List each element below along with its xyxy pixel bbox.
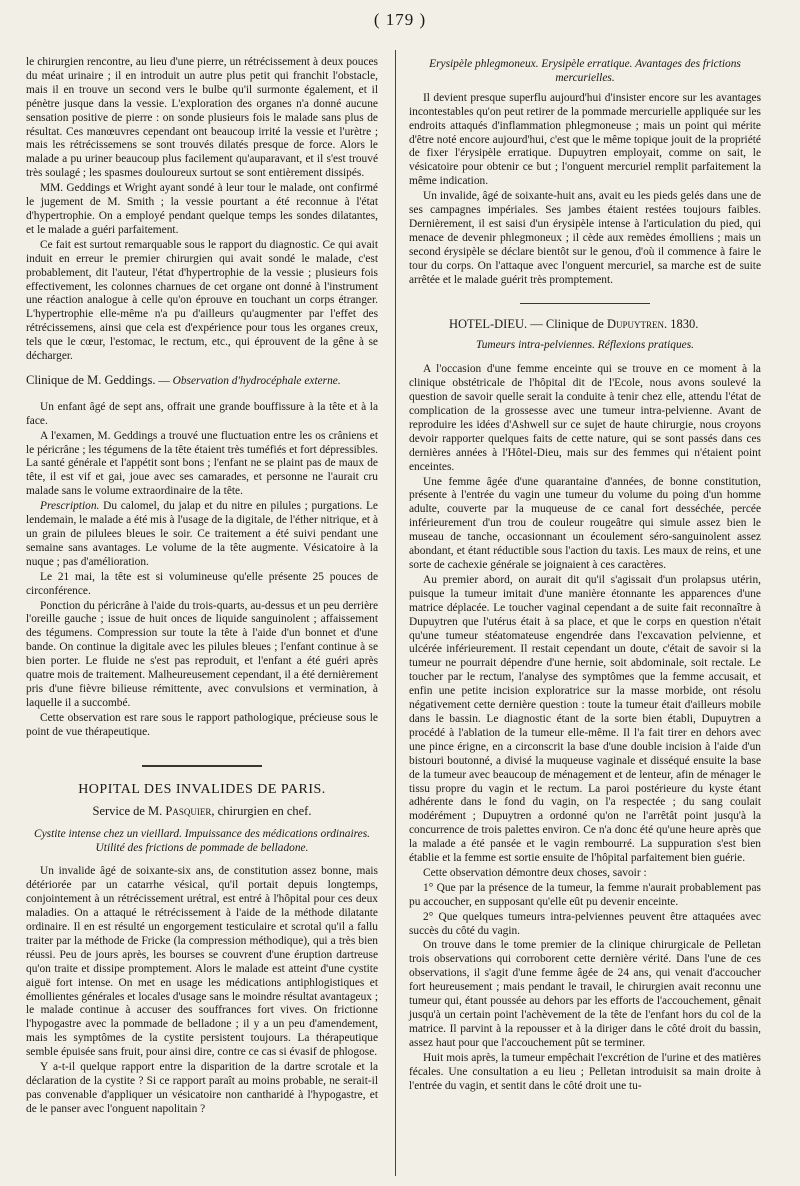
case-subheading: Tumeurs intra-pelviennes. Réflexions pratiques.: [476, 339, 694, 352]
hospital-title: HOPITAL DES INVALIDES DE PARIS.: [78, 781, 326, 797]
paragraph: Au premier abord, on aurait dit qu'il s'agissait d'un prolapsus utérin, puisque la tumeur imitait d'une manière étonnante les apparences d'une matrice déplacée. Le toucher vaginal cependant a de suite fait reconnaître à Dupuytren que l'utérus était à sa place, et que le corps en question n'était qu'une tumeur stéatomateuse engendrée dans l'excavation pelvienne, et ulcérée inférieurement. Il restait cependant un doute, c'était de savoir si la tumeur ne pourrait dépendre d'une hernie, soit abdominale, soit rectale. Le toucher par le rectum, l'analyse des symptômes que la femme accusait, et enfin une petite incision exploratrice sur la masse morbide, ont résolu négativement cette dernière question : toute la tumeur était d'ailleurs mobile dans le bassin. Le diagnostic étant de la sorte bien établi, Dupuytren a procédé à l'ablation de la tumeur elle-même. Il l'a fait tirer en dehors avec une pince érigne, en a circonscrit la base d'une double incision à l'aide d'un bistouri boutonné, a divisé la muqueuse vaginale et disséqué ensuite la base de la tumeur avec beaucoup de ménagement et de lenteur, afin de ménager le tissu propre du vagin et le rectum. La paroi postérieure du kyste étant adhérente dans le fond du vagin, on l'a respectée ; du sang coulait modérément ; Dupuytren a ordonné qu'on ne l'arrêtât point jusqu'à la concurrence de trois palettes environ. Ce n'a donc été qu'une heure après que la malade a été pansée et le vagin rembourré. La suppuration s'est bien établie et la femme est sortie ensuite de l'hôpital parfaitement bien guérie.: [409, 573, 761, 865]
page-number: ( 179 ): [373, 10, 427, 29]
section-title: Clinique de M. Geddings.: [26, 372, 156, 387]
section-dash: —: [158, 374, 170, 387]
case-subheading: Erysipèle phlegmoneux. Erysipèle erratique. Avantages des frictions mercurielles.: [429, 58, 741, 84]
prescription-label: Prescription.: [40, 500, 100, 513]
paragraph: Cette observation est rare sous le rapport pathologique, précieuse sous le point de vue thérapeutique.: [26, 711, 378, 738]
paragraph: Huit mois après, la tumeur empêchait l'excrétion de l'urine et des matières fécales. Une consultation a eu lieu ; Pelletan introduisit sa main droite à l'entrée du vagin, et sentit dans le côté droit une tu-: [409, 1051, 761, 1092]
paragraph: Il devient presque superflu aujourd'hui d'insister encore sur les avantages incontestables qu'on peut retirer de la pommade mercurielle appliquée sur les endroits attaqués d'inflammation phlegmoneuse ; mais un point qui mérite d'être noté encore aujourd'hui, c'est que le même topique jouit de la propriété de fixer l'érysipèle erratique. Dupuytren employait, comme on sait, le vésicatoire pour obtenir ce but ; l'onguent mercuriel remplit parfaitement la même indication.: [409, 91, 761, 188]
service-suffix: , chirurgien en chef.: [211, 803, 312, 818]
case-subheading: Cystite intense chez un vieillard. Impuissance des médications ordinaires. Utilité des frictions de pommade de belladone.: [34, 828, 370, 854]
section-heading: [26, 374, 378, 389]
paragraph: Un invalide âgé de soixante-six ans, de constitution assez bonne, mais détériorée par un catarrhe vésical, qu'il portait depuis longtemps, conjointement à un rétrécissement urétral, est entré à l'hôpital pour ces deux maladies. On a attaqué le rétrécissement à l'aide de la méthode dilatante ordinaire. Il en est résulté un engorgement testiculaire et scrotal qu'il a fallu traiter par la méthode de Fricke (la compression méthodique), qui a très bien réussi. Peu de jours après, les bourses se couvrent d'une éruption dartreuse qu'on traite et dissipe promptement. Alors le malade est atteint d'une cystite aiguë fort intense. On met en usage les médications antiphlogistiques et émollientes générales et locales d'usage sans le moindre résultat avantageux ; le malade continue à accuser des souffrances fort vives. On frictionne l'hypogastre avec la pommade de belladone ; il y a un peu d'amendement, mais les symptômes de la cystite persistent toujours. La thérapeutique semble épuisée sans fruit, pour ainsi dire, contre ce cas si évasif de phlogose.: [26, 865, 378, 1059]
paragraph: 2° Que quelques tumeurs intra-pelviennes peuvent être attaquées avec succès du côté du vagin.: [409, 910, 761, 937]
hotel-dieu-title: [409, 318, 761, 332]
service-line: [26, 805, 378, 819]
prescription-text: Du calomel, du jalap et du nitre en pilules ; purgations. Le lendemain, le malade a été mis à l'usage de la digitale, de l'éther nitrique, et à un grain de pilulees bleues le soir. Ce traitement a été suivi pendant une semaine sans avantages. Le volume de la tête augmente. Vésicatoire à la nuque ; pas d'amélioration.: [26, 500, 378, 568]
paragraph: Un enfant âgé de sept ans, offrait une grande bouffissure à la tête et à la face.: [26, 400, 378, 427]
clinique-label: — Clinique de: [527, 316, 607, 331]
paragraph: le chirurgien rencontre, au lieu d'une pierre, un rétrécissement à deux pouces du méat urinaire ; il en introduit un autre plus petit qui franchit l'obstacle, mais il en trouve un second vers le bulbe qu'il surmonte également, et il pénètre jusque dans la vessie. L'exploration des organes n'a donné aucune sensation positive de pierre : on sonde plusieurs fois le malade sans plus de résultat. Ces manœuvres cependant ont beaucoup irrité la vessie et l'urètre ; mais les rétrécissemens se sont trouvés dilatés presque de force. Alors le malade a pu uriner beaucoup plus facilement qu'auparavant, et il s'est trouvé très soulagé ; les spasmes douloureux surtout se sont entièrement dissipés.: [26, 56, 378, 180]
column-divider: [395, 50, 396, 1176]
paragraph: Cette observation démontre deux choses, savoir :: [423, 866, 647, 879]
hotel-dieu-name: HOTEL-DIEU.: [449, 316, 528, 331]
surgeon-name: Dupuytren: [606, 316, 664, 331]
paragraph: Ce fait est surtout remarquable sous le rapport du diagnostic. Ce qui avait induit en erreur le premier chirurgien qui avait sondé le malade, c'est probablement, dit l'auteur, l'état d'hypertrophie de la vessie ; plusieurs fois effectivement, les colonnes charnues de cet organe ont donné à l'instrument une réaction analogue à celle qu'on éprouve en touchant un corps étranger. L'hypertrophie elle-même n'a pu d'ailleurs qu'augmenter par l'effet des rétrécissemens, ainsi que cela est d'expérience pour tous les organes creux, tels que le cœur, l'estomac, le rectum, etc., qui éprouvent de la gêne à se décharger.: [26, 238, 378, 363]
paragraph: A l'examen, M. Geddings a trouvé une fluctuation entre les os crâniens et le péricrâne ; les tégumens de la tête étaient très tuméfiés et fort dépressibles. La santé générale et l'appétit sont bons ; l'enfant ne se plaint pas de maux de tête, il est vif et gai, joue avec ses camarades, et personne ne l'aurait cru malade sans le volume extraordinaire de la tête.: [26, 429, 378, 498]
paragraph: Une femme âgée d'une quarantaine d'années, de bonne constitution, présente à l'entrée du vagin une tumeur du volume du poing d'un homme adulte, couverte par la muqueuse de ce canal fort desséchée, percée inférieurement d'un trou de couleur rougeâtre qui simule assez bien le museau de tanche, occasionnant un écoulement séro-sanguinolent assez abondant, et étant réductible sous l'action du taxis. Les maux de reins, et une sorte de cachexie générale se joignaient à ces caractères.: [409, 475, 761, 571]
paragraph: Ponction du péricrâne à l'aide du trois-quarts, au-dessus et un peu derrière l'oreille gauche ; issue de huit onces de liquide sanguinolent ; affaissement des tégumens. Compression sur toute la tête à l'aide d'un bonnet et d'une bande. On continue la digitale avec les pilules bleues ; l'enfant continue à se bien porter. Le fluide ne s'est pas reproduit, et l'enfant a été guéri après quatre mois de traitement. Malheureusement cependant, il a été dernièrement pris d'une fièvre bilieuse rémittente, avec convulsions et vermination, à laquelle il a succombé.: [26, 599, 378, 709]
paragraph: Un invalide, âgé de soixante-huit ans, avait eu les pieds gelés dans une de ses campagnes impériales. Ses jambes étaient restées toujours faibles. Dernièrement, il est saisi d'un érysipèle intense à l'articulation du pied, qui menace de devenir phlegmoneux ; il cède aux remèdes émolliens ; mais un second érysipèle se déclare bientôt sur le genou, d'où il commence à faire le tour du corps. On l'attaque avec l'onguent mercuriel, sa marche est de suite arrêtée et le malade guérit très promptement.: [409, 190, 761, 286]
paragraph: On trouve dans le tome premier de la clinique chirurgicale de Pelletan trois observations qui corroborent cette dernière vérité. Dans l'une de ces observations, il s'agit d'une femme âgée de 24 ans, qui venait d'accoucher fort heureusement ; mais pendant le travail, le chirurgien avait reconnu une tumeur qui, étant poussée au dehors par les efforts de l'accouchement, gênait jusqu'à un certain point l'achèvement de la tête de l'enfant hors du col de la matrice. Il parvint à la repousser et à la diriger dans le côté droit du bassin, assez haut pour que l'accouchement pût se terminer.: [409, 939, 761, 1049]
year-label: . 1830.: [664, 316, 699, 331]
left-column: [26, 56, 378, 1118]
paragraph: 1° Que par la présence de la tumeur, la femme n'aurait probablement pas pu accoucher, en supposant qu'elle eût pu devenir enceinte.: [409, 881, 761, 908]
paragraph: MM. Geddings et Wright ayant sondé à leur tour le malade, ont confirmé le jugement de M. Smith ; la vessie pourtant a été reconnue à l'état d'hypertrophie. On a employé pendant quelque temps les sondes dilatantes, et le malade a guéri parfaitement.: [26, 182, 378, 236]
service-name: Pasquier: [165, 803, 212, 818]
paragraph: Le 21 mai, la tête est si volumineuse qu'elle présente 25 pouces de circonférence.: [26, 570, 378, 597]
paragraph: [26, 500, 378, 570]
paragraph: Y a-t-il quelque rapport entre la disparition de la dartre scrotale et la déclaration de la cystite ? Si ce rapport paraît au moins probable, ne serait-il pas convenable d'appliquer un vésicatoire non cantharidé à l'hypogastre, et de le panser avec l'onguent napolitain ?: [26, 1061, 378, 1115]
paragraph: A l'occasion d'une femme enceinte qui se trouve en ce moment à la clinique obstétricale de l'hôpital dit de l'Ecole, nous avons soulevé la question de savoir quelle serait la conduite à tenir chez elle, attendu l'état de complication de la grossesse avec une tumeur intra-pelvienne. Avant de reproduire les idées d'Ashwell sur ce sujet de haute chirurgie, nous croyons devoir rapporter quelques faits de cette nature, qui se sont passés dans ces dernières années à l'Hôtel-Dieu, mais sur des femmes qui n'étaient point enceintes.: [409, 363, 761, 473]
right-column: [409, 56, 761, 1094]
service-prefix: Service de M.: [92, 803, 166, 818]
section-subtitle: Observation d'hydrocéphale externe.: [172, 374, 341, 387]
